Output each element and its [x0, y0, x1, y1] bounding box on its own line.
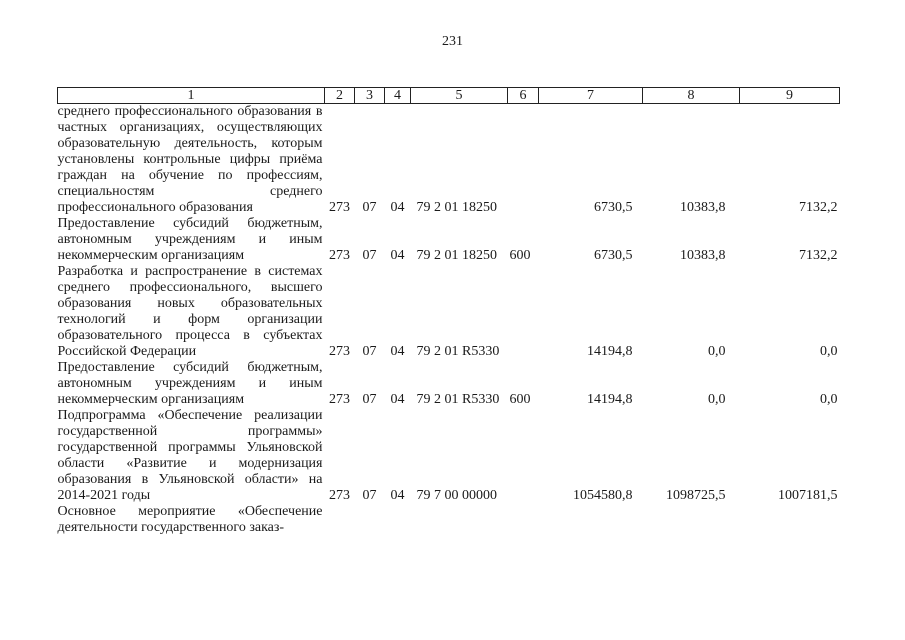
expense-type-code	[508, 104, 539, 217]
ministry-code: 273	[329, 392, 350, 407]
target-article-code: 79 2 01 18250	[416, 200, 497, 215]
column-header: 8	[643, 88, 740, 104]
subsection-code: 04	[390, 200, 405, 215]
item-name: Разработка и распространение в системах среднего профессионального, высшего образования новых образовательных технологий и форм организации образовательного процесса в субъектах Российской Федерации	[57, 264, 323, 359]
amount-col8: 0,0	[708, 392, 726, 407]
section-code: 07	[362, 488, 377, 503]
section-code: 07	[362, 200, 377, 215]
section-code	[355, 504, 385, 536]
expense-type-code: 600	[509, 392, 531, 407]
ministry-code	[325, 504, 355, 536]
amount-col9: 7132,2	[799, 248, 838, 263]
target-article-code	[411, 504, 508, 536]
column-header: 6	[508, 88, 539, 104]
amount-col7: 14194,8	[587, 344, 633, 359]
target-article-code: 79 2 01 R5330	[416, 392, 500, 407]
section-code: 07	[362, 248, 377, 263]
amount-col7: 1054580,8	[573, 488, 633, 503]
table-row	[58, 104, 840, 217]
item-name: среднего профессионального образования в частных организациях, осуществляющих образовательную деятельность, которым установлены контрольные цифры приёма граждан на обучение по профессиям, специальностям среднего профессионального образования	[57, 104, 323, 215]
subsection-code: 04	[390, 344, 405, 359]
subsection-code: 04	[390, 392, 405, 407]
amount-col9: 1007181,5	[778, 488, 838, 503]
amount-col8: 1098725,5	[666, 488, 726, 503]
amount-col7: 14194,8	[587, 392, 633, 407]
section-code: 07	[362, 344, 377, 359]
expense-type-code	[508, 264, 539, 360]
subsection-code: 04	[390, 488, 405, 503]
column-header: 2	[325, 88, 355, 104]
amount-col7: 6730,5	[594, 200, 633, 215]
table-row	[58, 504, 840, 536]
amount-col9: 0,0	[820, 344, 838, 359]
item-name: Предоставление субсидий бюджетным, автономным учреждениям и иным некоммерческим организациям	[57, 216, 323, 263]
ministry-code: 273	[329, 248, 350, 263]
table-row	[58, 264, 840, 360]
amount-col8: 10383,8	[680, 200, 726, 215]
subsection-code	[385, 504, 411, 536]
table-row	[58, 216, 840, 264]
page-number: 231	[442, 34, 463, 49]
item-name: Основное мероприятие «Обеспечение деятельности государственного заказ-	[57, 504, 323, 535]
amount-col7: 6730,5	[594, 248, 633, 263]
column-header: 7	[539, 88, 643, 104]
table-header-row	[58, 88, 840, 104]
amount-col9: 7132,2	[799, 200, 838, 215]
amount-col8	[643, 504, 740, 536]
ministry-code: 273	[329, 200, 350, 215]
expense-type-code: 600	[509, 248, 531, 263]
table-row	[58, 360, 840, 408]
amount-col8: 0,0	[708, 344, 726, 359]
expense-type-code	[508, 504, 539, 536]
amount-col7	[539, 504, 643, 536]
column-header: 9	[740, 88, 840, 104]
column-header: 1	[58, 88, 325, 104]
item-name: Предоставление субсидий бюджетным, автономным учреждениям и иным некоммерческим организациям	[57, 360, 323, 407]
ministry-code: 273	[329, 344, 350, 359]
section-code: 07	[362, 392, 377, 407]
amount-col9	[740, 504, 840, 536]
column-header: 3	[355, 88, 385, 104]
target-article-code: 79 2 01 18250	[416, 248, 497, 263]
ministry-code: 273	[329, 488, 350, 503]
amount-col8: 10383,8	[680, 248, 726, 263]
subsection-code: 04	[390, 248, 405, 263]
column-header: 4	[385, 88, 411, 104]
target-article-code: 79 2 01 R5330	[416, 344, 500, 359]
amount-col9: 0,0	[820, 392, 838, 407]
item-name: Подпрограмма «Обеспечение реализации государственной программы» государственной программы Ульяновской области «Развитие и модернизация образования в Ульяновской области» на 2014-2021 годы	[57, 408, 323, 503]
budget-table	[57, 87, 840, 536]
column-header: 5	[411, 88, 508, 104]
table-row	[58, 408, 840, 504]
target-article-code: 79 7 00 00000	[416, 488, 497, 503]
expense-type-code	[508, 408, 539, 504]
